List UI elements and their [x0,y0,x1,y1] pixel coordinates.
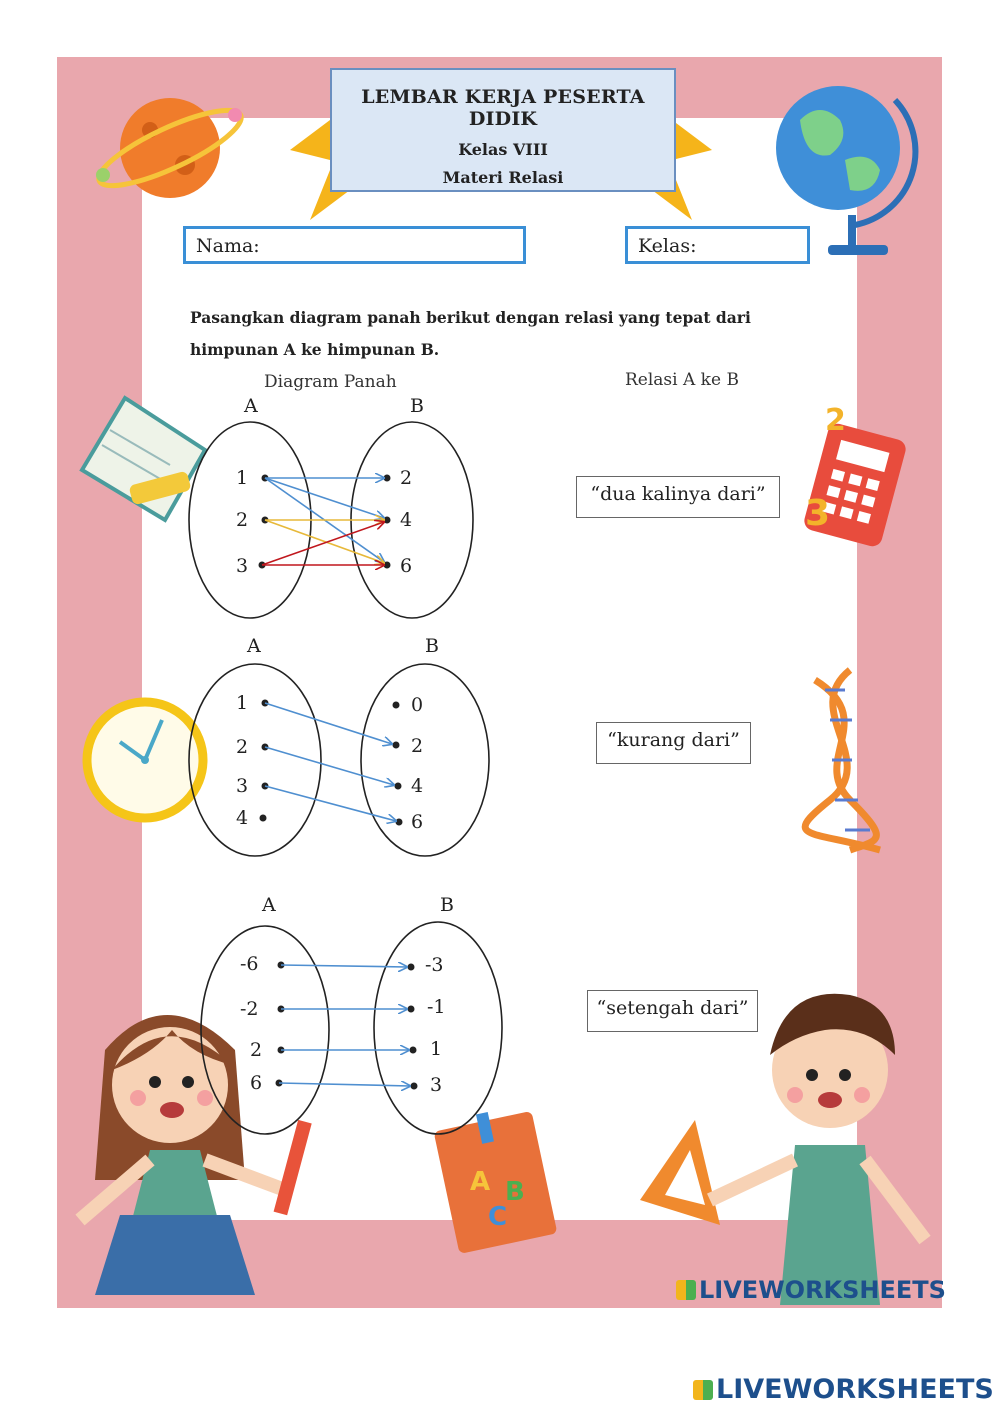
point [260,815,267,822]
point [410,1047,417,1054]
arrow [265,703,392,744]
name-label: Nama: [196,235,260,257]
set-a-element: 2 [236,509,249,531]
set-a-label: A [262,894,276,916]
set-a-ellipse [201,926,329,1134]
instruction-text: Pasangkan diagram panah berikut dengan relasi yang tepat dari himpunan A ke himpunan B. [190,308,751,359]
point [384,517,391,524]
point [393,742,400,749]
point [408,1006,415,1013]
svg-text:3: 3 [805,493,831,534]
arrow [265,478,384,518]
point [395,783,402,790]
relation-option[interactable]: “dua kalinya dari” [576,476,780,518]
set-b-element: 6 [411,811,424,833]
column-header-diagram: Diagram Panah [264,372,397,392]
point [396,819,403,826]
set-b-element: -3 [425,954,444,976]
column-header-relation: Relasi A ke B [625,370,739,390]
relation-option[interactable]: “setengah dari” [587,990,758,1032]
point [393,702,400,709]
set-a-element: -6 [240,953,259,975]
set-a-element: 1 [236,467,249,489]
subject-title: Materi Relasi [442,168,564,187]
svg-text:A: A [470,1167,491,1197]
relation-option[interactable]: “kurang dari” [596,722,751,764]
set-b-element: 4 [411,775,424,797]
set-b-element: 0 [411,694,424,716]
diagram-1 [189,395,473,618]
point [384,475,391,482]
set-b-element: 3 [430,1074,443,1096]
arrow [265,747,394,785]
arrow [279,1083,410,1086]
point [411,1083,418,1090]
set-b-element: 2 [411,735,424,757]
svg-text:2: 2 [825,403,846,438]
class-label: Kelas: [638,235,697,257]
set-b-label: B [425,635,439,657]
set-a-element: -2 [240,998,259,1020]
diagram-2 [189,635,489,856]
set-b-label: B [440,894,454,916]
set-b-element: 6 [400,555,413,577]
set-a-element: 3 [236,775,249,797]
arrow [281,965,407,967]
liveworksheets-watermark-outer: LIVEWORKSHEETS [693,1374,994,1405]
diagram-3 [201,894,502,1134]
set-a-element: 2 [250,1039,263,1061]
worksheet-title: LEMBAR KERJA PESERTA DIDIK [361,86,645,130]
set-a-label: A [247,635,261,657]
set-b-element: 4 [400,509,413,531]
class-level: Kelas VIII [458,140,548,159]
point [408,964,415,971]
set-b-element: 1 [430,1038,443,1060]
set-a-element: 2 [236,736,249,758]
arrow [265,786,396,821]
set-a-ellipse [189,664,321,856]
set-a-element: 6 [250,1072,263,1094]
set-b-element: 2 [400,467,413,489]
svg-text:B: B [505,1177,525,1207]
set-a-element: 3 [236,555,249,577]
liveworksheets-logo-icon [693,1380,713,1400]
set-a-element: 1 [236,692,249,714]
set-b-element: -1 [427,996,446,1018]
liveworksheets-logo-icon [676,1280,696,1300]
liveworksheets-watermark-inner: LIVEWORKSHEETS [676,1276,946,1304]
svg-text:C: C [488,1202,508,1232]
point [384,562,391,569]
set-a-label: A [244,395,258,417]
arrow [262,522,384,565]
set-b-ellipse [361,664,489,856]
arrow [265,520,384,563]
set-b-label: B [410,395,424,417]
set-a-element: 4 [236,807,249,829]
